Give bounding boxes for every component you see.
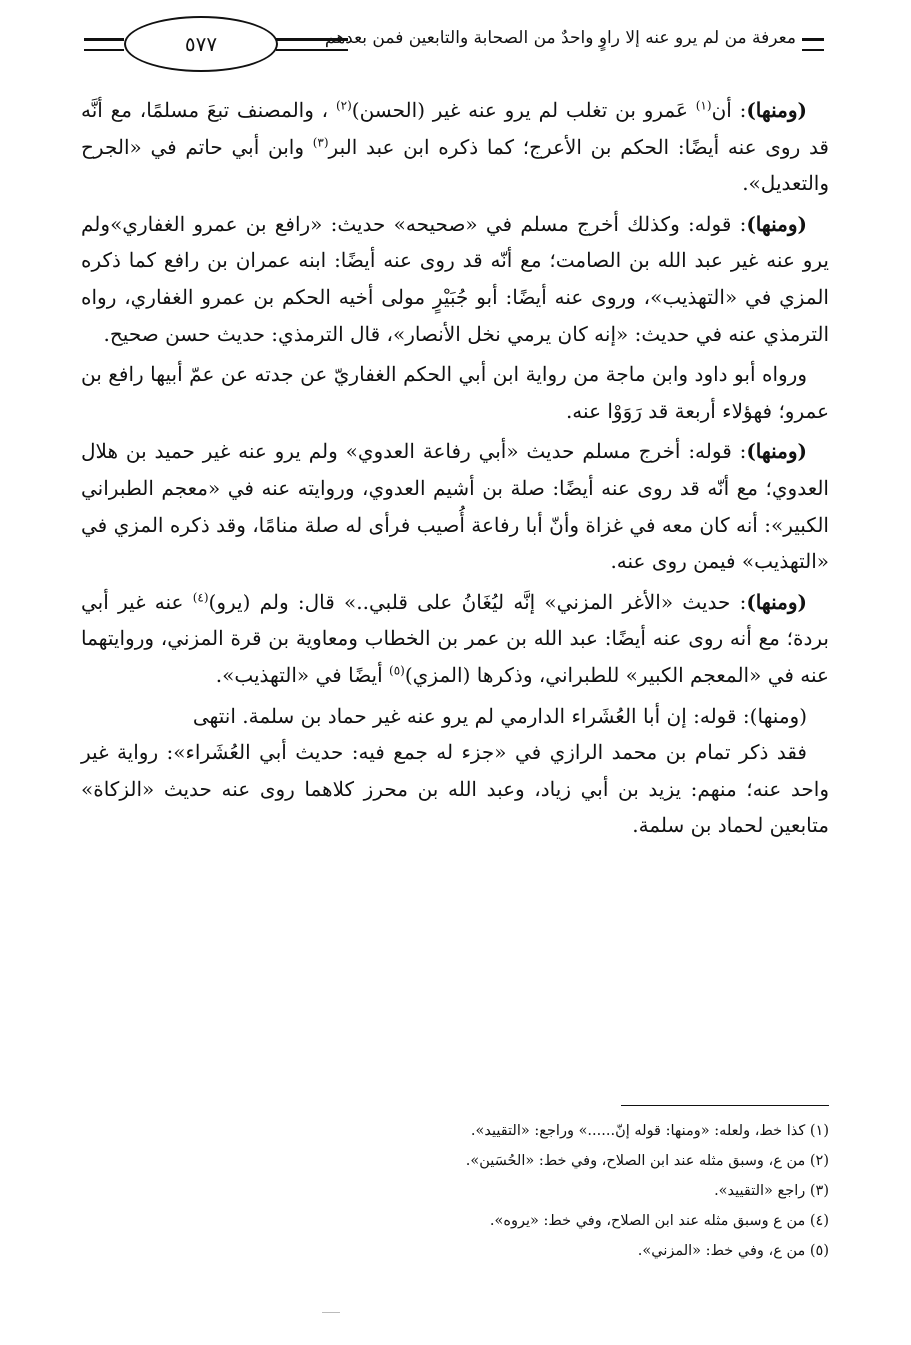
scan-mark	[322, 1312, 340, 1313]
text-run: وابن أبي حاتم في «الجرح والتعديل».	[81, 134, 829, 196]
running-title: معرفة من لم يرو عنه إلا راوٍ واحدٌ من الصحابة والتابعين فمن بعدهم	[324, 28, 796, 48]
paragraph-6	[81, 698, 829, 735]
page-number: ٥٧٧	[124, 16, 278, 72]
paragraph-1	[81, 92, 829, 202]
footnote-1: (١) كذا خط، ولعله: «ومنها: قوله إنّ......» وراجع: «التقييد».	[470, 1123, 829, 1139]
text-run: عنه غير أبي بردة؛ مع أنه روى عنه أيضًا: عبد الله بن عمر بن الخطاب ومعاوية بن قرة المزني، وروايتهما عنه في «المعجم الكبير» للطبراني، وذكرها (المزي)	[81, 589, 829, 687]
footnote-ref: (١)	[695, 98, 712, 113]
paragraph-lead: (ومنها)	[746, 98, 807, 122]
paragraph-lead: (ومنها)	[746, 439, 807, 464]
paragraph-lead: (ومنها)	[746, 211, 807, 236]
page-header	[84, 14, 824, 70]
footnote-separator	[621, 1105, 829, 1106]
text-run: : قوله: وكذلك أخرج مسلم في «صحيحه» حديث: «رافع بن عمرو الغفاري»ولم يرو عنه غير عبد الله بن الصامت؛ مع أنّه قد روى عنه أيضًا: ابنه عمران بن رافع كما ذكره المزي في «التهذيب»، وروى عنه أيضًا: أبو جُبَيْرٍ مولى أخيه الحكم بن عمرو الغفاري، رواه الترمذي عنه في حديث: «إنه كان يرمي نخل الأنصار»، قال الترمذي: حديث حسن صحيح.	[81, 211, 830, 346]
footnotes	[189, 1116, 829, 1266]
footnote-ref: (٥)	[389, 663, 405, 678]
footnote-ref: (٤)	[192, 590, 209, 605]
footnote-3: (٣) راجع «التقييد».	[714, 1183, 829, 1199]
text-run: : قوله: أخرج مسلم حديث «أبي رفاعة العدوي» ولم يرو عنه غير حميد بن هلال العدوي؛ مع أنّه قد روى عنه أيضًا: صلة بن أشيم العدوي، وروايته عنه في «معجم الطبراني الكبير»: أنه كان معه في غزاة وأنّ أبا رفاعة أُصيب فرأى له صلة منامًا، وقد ذكره المزي في «التهذيب» فيمن روى عنه.	[81, 439, 829, 574]
footnote-5: (٥) من ع، وفي خط: «المزني».	[637, 1243, 829, 1259]
paragraph-5	[81, 584, 829, 694]
paragraph-7	[81, 734, 829, 844]
text-run: ، والمصنف تبعَ مسلمًا، مع أنَّه قد روى عنه أيضًا: الحكم بن الأعرج؛ كما ذكره ابن عبد البر	[81, 98, 829, 159]
header-rule-middle	[276, 38, 348, 51]
footnote-ref: (٢)	[335, 98, 352, 113]
text-run: فقد ذكر تمام بن محمد الرازي في «جزء له جمع فيه: حديث أبي العُشَراء»: رواية غير واحد عنه؛ منهم: يزيد بن أبي زياد، وعبد الله بن محرز كلاهما روى عنه حديث «الزكاة» متابعين لحماد بن سلمة.	[81, 740, 830, 838]
header-rule-right	[802, 38, 824, 51]
text-run: : حديث «الأغر المزني» إنَّه ليُغَانُ على قلبي..» قال: ولم (يرو)	[208, 589, 747, 614]
paragraph-2	[81, 206, 829, 352]
text-run: أيضًا في «التهذيب».	[215, 662, 390, 687]
paragraph-lead: (ومنها)	[746, 589, 807, 614]
footnote-2: (٢) من ع، وسبق مثله عند ابن الصلاح، وفي خط: «الحُسَين».	[465, 1153, 829, 1169]
paragraph-3	[81, 356, 829, 429]
main-text	[81, 92, 829, 848]
text-run: عَمرو بن تغلب لم يرو عنه غير (الحسن)	[351, 98, 696, 122]
footnote-4: (٤) من ع وسبق مثله عند ابن الصلاح، وفي خط: «يروه».	[489, 1213, 829, 1229]
footnote-ref: (٣)	[312, 134, 329, 149]
header-rule-left	[84, 38, 124, 51]
paragraph-4	[81, 433, 829, 579]
text-run: ورواه أبو داود وابن ماجة من رواية ابن أبي الحكم الغفاريّ عن جدته عن عمّ أبيها رافع بن عمرو؛ فهؤلاء أربعة قد رَوَوْا عنه.	[81, 362, 829, 423]
text-run: : أن	[711, 98, 747, 122]
text-run: (ومنها): قوله: إن أبا العُشَراء الدارمي لم يرو عنه غير حماد بن سلمة. انتهى	[192, 703, 807, 728]
